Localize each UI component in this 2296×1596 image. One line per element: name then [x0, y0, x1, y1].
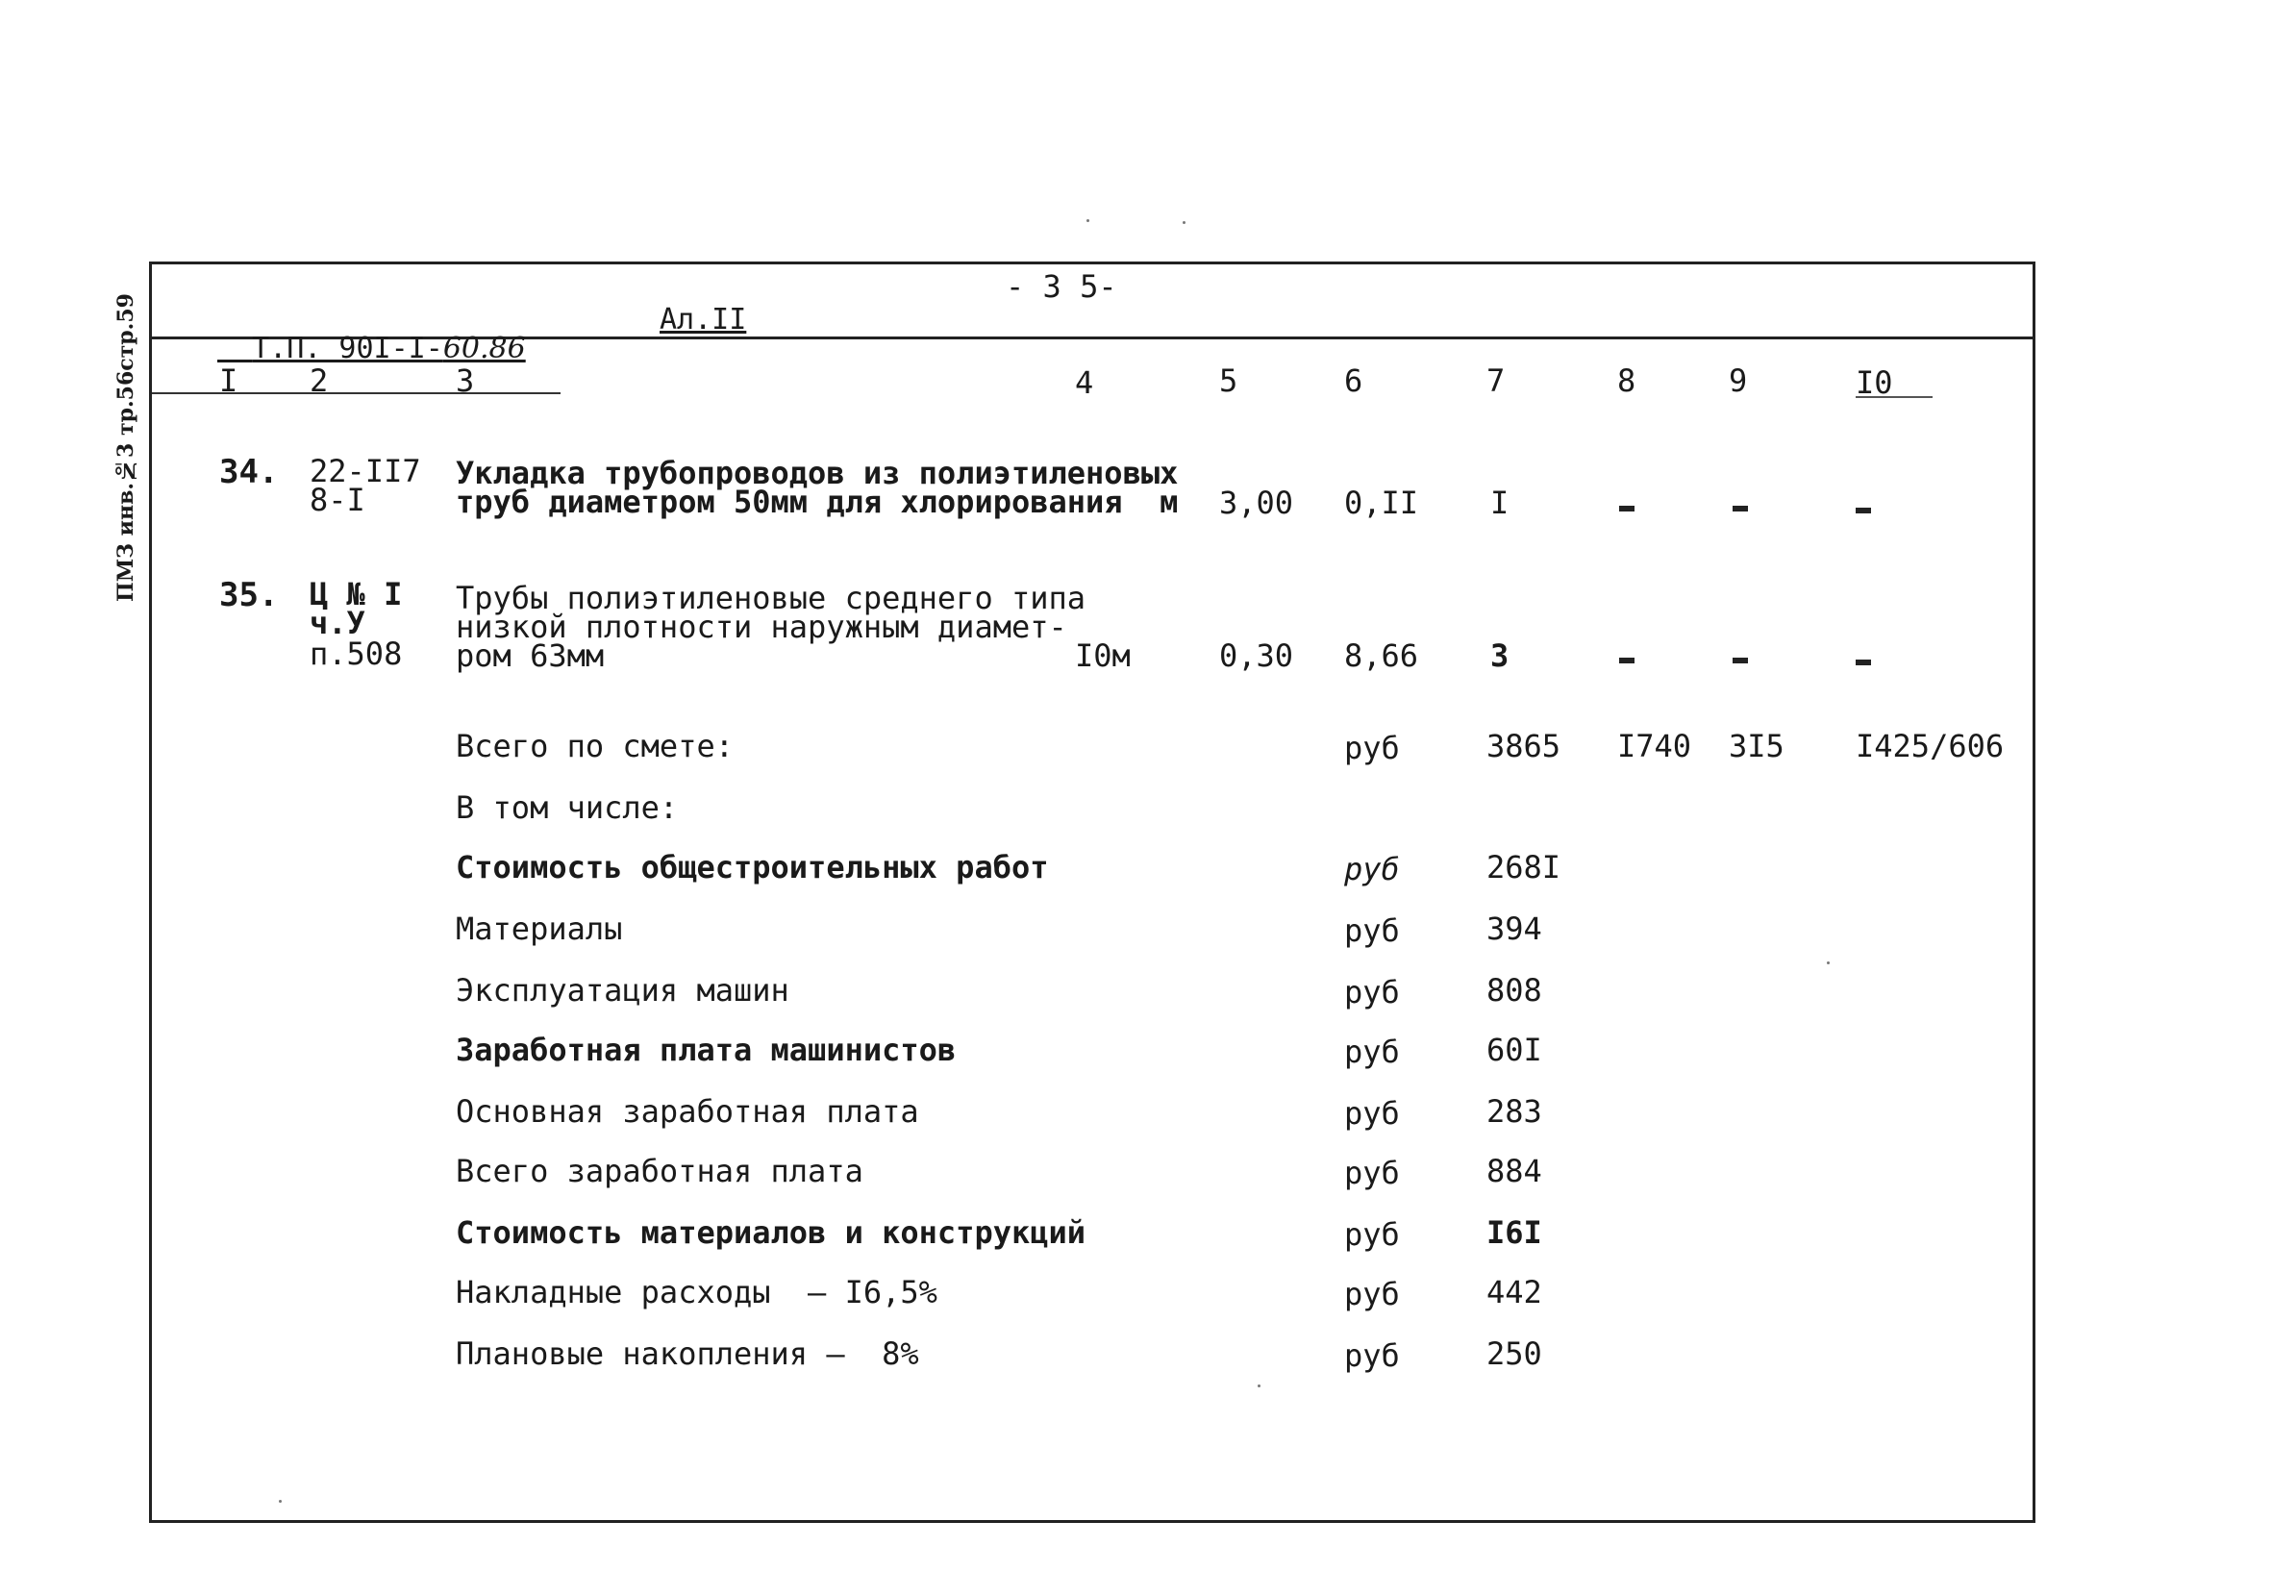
row-35-code-line-3: п.508	[310, 636, 403, 672]
row-34-quantity: 3,00	[1219, 485, 1294, 521]
summary-item-unit: руб	[1344, 912, 1400, 949]
row-35-description-line-3: ром 63мм	[456, 637, 605, 674]
scan-speck	[1827, 961, 1830, 964]
summary-total-label: Всего по смете:	[456, 728, 734, 764]
page-number: - 3 5-	[1006, 268, 1117, 305]
summary-item-value: 250	[1486, 1335, 1542, 1372]
summary-item-value: I6I	[1486, 1214, 1542, 1251]
summary-total-col8: I740	[1617, 728, 1692, 764]
summary-item-value: 808	[1486, 972, 1542, 1009]
summary-total-col9: 3I5	[1729, 728, 1784, 764]
column-header-4: 4	[1075, 364, 1094, 401]
summary-item-label: Материалы	[456, 910, 623, 947]
column-header-3: 3	[456, 362, 475, 399]
margin-archive-note: ПМЗ инв.№3 тр.56стр.59	[113, 293, 138, 602]
album-label: Ал.II	[660, 303, 747, 337]
summary-item-value: 394	[1486, 910, 1542, 947]
row-34-total: I	[1490, 485, 1510, 521]
summary-total-unit: руб	[1344, 730, 1400, 766]
column-header-underline	[152, 392, 561, 394]
scan-speck	[1086, 219, 1089, 222]
column-header-8: 8	[1617, 362, 1636, 399]
summary-item-unit: руб	[1344, 851, 1400, 887]
summary-item-value: 60I	[1486, 1032, 1542, 1068]
summary-item-unit: руб	[1344, 1034, 1400, 1070]
row-35-number: 35.	[219, 576, 279, 614]
row-34-col8-dash	[1619, 506, 1635, 511]
summary-including-label: В том числе:	[456, 789, 679, 826]
summary-item-label: Стоимость общестроительных работ	[456, 849, 1049, 885]
summary-item-label: Плановые накопления – 8%	[456, 1335, 919, 1372]
summary-item-unit: руб	[1344, 1155, 1400, 1191]
scan-speck	[1258, 1384, 1260, 1387]
scan-speck	[1183, 221, 1185, 224]
column-header-2: 2	[310, 362, 329, 399]
row-35-col10-dash	[1856, 660, 1871, 665]
summary-item-label: Эксплуатация машин	[456, 972, 789, 1009]
row-34-price: 0,II	[1344, 485, 1419, 521]
row-35-code-line-2: ч.У	[310, 605, 365, 641]
summary-item-label: Всего заработная плата	[456, 1153, 863, 1189]
summary-item-unit: руб	[1344, 1337, 1400, 1374]
summary-item-value: 283	[1486, 1093, 1542, 1130]
row-34-code-line-1: 22-II7	[310, 453, 421, 489]
page-frame	[149, 262, 2035, 1523]
row-35-quantity: 0,30	[1219, 637, 1294, 674]
row-35-col8-dash	[1619, 658, 1635, 663]
summary-item-label: Основная заработная плата	[456, 1093, 919, 1130]
column-header-7: 7	[1486, 362, 1506, 399]
column-header-6: 6	[1344, 362, 1363, 399]
summary-total-value: 3865	[1486, 728, 1561, 764]
row-35-col9-dash	[1733, 658, 1748, 663]
summary-item-unit: руб	[1344, 1216, 1400, 1253]
summary-item-unit: руб	[1344, 1276, 1400, 1312]
row-35-price: 8,66	[1344, 637, 1419, 674]
row-34-number: 34.	[219, 453, 279, 491]
summary-item-label: Заработная плата машинистов	[456, 1032, 957, 1068]
project-code	[217, 306, 526, 363]
column-header-5: 5	[1219, 362, 1238, 399]
project-prefix: Т.П. 90I-I-	[252, 332, 443, 365]
row-35-unit: I0м	[1075, 637, 1131, 674]
row-34-col10-dash	[1856, 508, 1871, 513]
summary-item-label: Накладные расходы – I6,5%	[456, 1274, 937, 1310]
row-35-code-line-1: Ц № I	[310, 576, 403, 612]
row-35-description-line-1: Трубы полиэтиленовые среднего типа	[456, 580, 1086, 616]
summary-item-value: 268I	[1486, 849, 1561, 885]
row-35-total: 3	[1490, 637, 1510, 674]
summary-item-unit: руб	[1344, 1095, 1400, 1132]
summary-total-col10: I425/606	[1856, 728, 2005, 764]
row-34-description-line-2: труб диаметром 50мм для хлорирования м	[456, 484, 1179, 520]
project-handwritten-number: 60.86	[442, 332, 526, 365]
row-34-col9-dash	[1733, 506, 1748, 511]
summary-item-value: 442	[1486, 1274, 1542, 1310]
row-34-code-line-2: 8-I	[310, 482, 365, 518]
row-35-description-line-2: низкой плотности наружным диамет-	[456, 609, 1067, 645]
summary-item-label: Стоимость материалов и конструкций	[456, 1214, 1086, 1251]
summary-item-value: 884	[1486, 1153, 1542, 1189]
row-34-description-line-1: Укладка трубопроводов из полиэтиленовых	[456, 455, 1179, 491]
summary-item-unit: руб	[1344, 974, 1400, 1010]
column-header-1: I	[219, 362, 238, 399]
scan-speck	[279, 1500, 282, 1503]
column-header-9: 9	[1729, 362, 1748, 399]
column-header-10: I0	[1856, 364, 1893, 401]
column-header-underline-right	[1856, 396, 1933, 398]
